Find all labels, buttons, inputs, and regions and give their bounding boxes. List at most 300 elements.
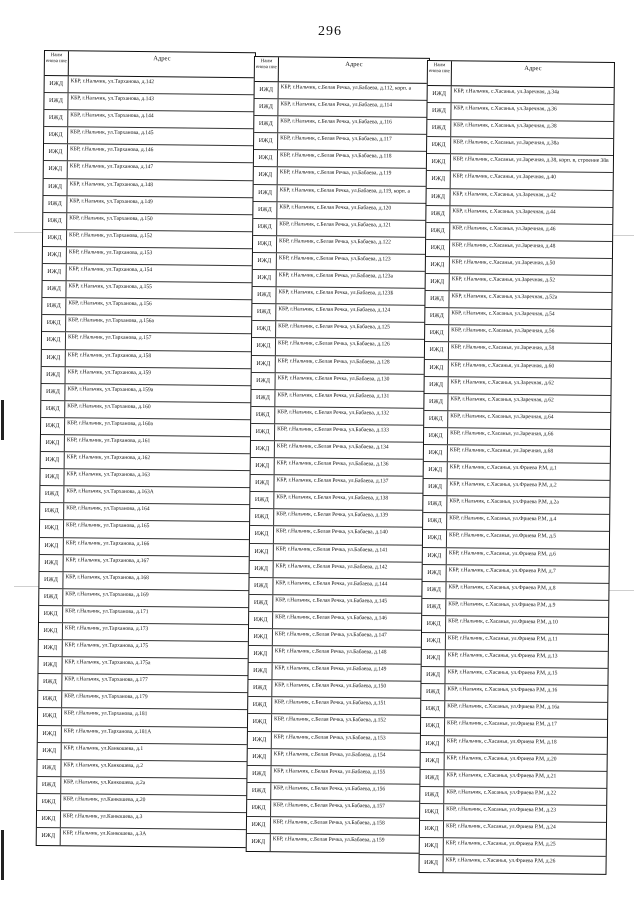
- object-type-cell: ИЖД: [252, 355, 276, 371]
- table-row: [251, 424, 425, 443]
- address-cell: КБР, г.Нальчик, ул.Тарханова, д.163: [66, 471, 150, 479]
- address-cell: КБР, г.Нальчик, с.Белая Речка, ул.Бабаева, д.119: [279, 169, 392, 177]
- address-cell: КБР, г.Нальчик, с.Хасанья, ул.Фриева Р.М, д.8: [448, 583, 556, 592]
- address-cell: КБР, г.Нальчик, ул.Тарханова, д.145: [70, 129, 154, 137]
- table-row: [41, 435, 251, 454]
- table-row: [40, 520, 250, 539]
- address-cell: КБР, г.Нальчик, с.Белая Речка, ул.Бабаева, д.151: [274, 699, 387, 707]
- object-type-cell: ИЖД: [252, 373, 276, 389]
- address-cell: КБР, г.Нальчик, с.Хасанья, ул.Заречная, д.68: [449, 447, 554, 455]
- address-cell: КБР, г.Нальчик, ул.Тарханова, д.173: [64, 625, 149, 633]
- object-type-cell: ИЖД: [38, 708, 62, 724]
- address-cell: КБР, г.Нальчик, ул.Тарханова, д.160: [67, 403, 151, 410]
- object-type-cell: ИЖД: [38, 691, 62, 707]
- object-type-cell: ИЖД: [37, 760, 61, 776]
- address-cell: КБР, г.Нальчик, ул.Тарханова, д.158: [67, 351, 152, 359]
- object-type-cell: ИЖД: [252, 321, 276, 337]
- address-cell: КБР, г.Нальчик, ул.Тарханова, д.147: [69, 163, 154, 171]
- address-cell: КБР, г.Нальчик, с.Белая Речка, ул.Бабаева, д.123: [278, 255, 391, 263]
- address-cell: КБР, г.Нальчик, с.Белая Речка, ул.Бабаева, д.142: [275, 562, 388, 571]
- object-type-cell: ИЖД: [422, 633, 446, 649]
- address-cell: КБР, г.Нальчик, с.Белая Речка, ул.Бабаева, д.132: [277, 409, 390, 417]
- object-type-cell: ИЖД: [247, 783, 271, 799]
- table-row: [42, 367, 252, 386]
- table-row: [423, 479, 609, 498]
- object-type-cell: ИЖД: [421, 718, 445, 734]
- address-cell: КБР, г.Нальчик, с.Белая Речка, ул.Бабаева, д.118: [279, 152, 392, 160]
- address-cell: КБР, г.Нальчик, с.Хасанья, ул.Заречная, д.50: [451, 259, 556, 267]
- address-cell: КБР, г.Нальчик, с.Хасанья, ул.Фриева Р.М, д.15: [447, 669, 558, 677]
- object-type-cell: ИЖД: [254, 133, 278, 149]
- address-cell: КБР, г.Нальчик, с.Хасанья, ул.Фриева Р.М, д.18: [446, 737, 557, 745]
- table-row: [424, 462, 610, 481]
- address-cell: КБР, г.Нальчик, с.Хасанья, ул.Заречная, д.66: [450, 430, 554, 438]
- table-row: [420, 821, 606, 840]
- table-row: [420, 838, 606, 857]
- object-type-cell: ИЖД: [420, 804, 444, 820]
- object-type-cell: ИЖД: [44, 161, 68, 177]
- address-cell: КБР, г.Нальчик, с.Хасанья, ул.Заречная, д.58: [450, 344, 555, 352]
- table-row: [248, 697, 422, 716]
- address-cell: КБР, г.Нальчик, с.Хасанья, ул.Заречная, д.38, корп. в, строение 38в: [452, 156, 609, 165]
- column-header: [255, 57, 429, 84]
- table-row: [254, 116, 428, 135]
- table-row: [425, 342, 611, 361]
- address-cell: КБР, г.Нальчик, с.Хасанья, ул.Фриева Р.М, д.26: [445, 857, 556, 865]
- table-row: [421, 701, 607, 720]
- address-cell: КБР, г.Нальчик, ул.Тарханова, д.161: [66, 437, 151, 445]
- table-row: [250, 526, 424, 545]
- table-row: [44, 144, 254, 163]
- address-cell: КБР, г.Нальчик, ул.Тарханова, д.175: [64, 642, 149, 650]
- address-cell: КБР, г.Нальчик, ул.Тарханова, д.167: [65, 556, 150, 564]
- table-row: [427, 137, 613, 156]
- table-row: [249, 595, 423, 614]
- address-cell: КБР, г.Нальчик, с.Белая Речка, ул.Бабаева, д.152: [274, 716, 386, 724]
- object-type-cell: ИЖД: [38, 726, 62, 742]
- object-type-cell: ИЖД: [420, 838, 444, 854]
- table-row: [44, 127, 254, 146]
- address-cell: КБР, г.Нальчик, с.Хасанья, ул.Заречная, д.56: [451, 327, 555, 335]
- object-type-cell: ИЖД: [40, 503, 64, 519]
- table-row: [249, 578, 423, 597]
- object-type-cell: ИЖД: [39, 589, 63, 605]
- address-cell: КБР, г.Нальчик, ул.Тарханова, д.171: [65, 608, 149, 616]
- table-row: [38, 726, 248, 745]
- table-row: [38, 674, 248, 693]
- object-type-cell: ИЖД: [40, 486, 64, 502]
- address-cell: КБР, г.Нальчик, с.Белая Речка, ул.Бабаева, д.119, корп. а: [279, 186, 410, 195]
- table-row: [421, 753, 607, 772]
- scan-edge-mark: [1, 400, 4, 440]
- table-row: [38, 708, 248, 727]
- object-type-cell: ИЖД: [422, 650, 446, 666]
- address-cell: КБР, г.Нальчик, с.Белая Речка, ул.Бабаева, д.125: [278, 323, 390, 331]
- object-type-cell: ИЖД: [425, 308, 449, 324]
- table-row: [43, 230, 253, 249]
- address-cell: КБР, г.Нальчик, с.Хасанья, ул.Фриева Р.М, д.1: [449, 464, 557, 472]
- address-cell: КБР, г.Нальчик, ул.Тарханова, д.168: [65, 573, 149, 581]
- table-row: [44, 93, 254, 112]
- table-body: [419, 86, 613, 874]
- table-row: [252, 304, 426, 323]
- table-row: [426, 240, 612, 259]
- table-row: [39, 572, 249, 591]
- object-type-cell: ИЖД: [422, 599, 446, 615]
- address-cell: КБР, г.Нальчик, с.Белая Речка, ул.Бабаева, д.145: [275, 597, 388, 605]
- address-cell: КБР, г.Нальчик, ул.Канкошева, д.2: [63, 761, 143, 769]
- object-type-cell: ИЖД: [248, 697, 272, 713]
- table-row: [423, 530, 609, 549]
- object-type-cell: ИЖД: [253, 219, 277, 235]
- object-type-cell: ИЖД: [425, 359, 449, 375]
- table-row: [254, 167, 428, 186]
- address-cell: КБР, г.Нальчик, с.Белая Речка, ул.Бабаева, д.117: [280, 135, 392, 143]
- object-type-cell: ИЖД: [41, 418, 65, 434]
- table-row: [254, 150, 428, 169]
- object-type-cell: ИЖД: [424, 445, 448, 461]
- address-cell: КБР, г.Нальчик, с.Хасанья, ул.Фриева Р.М, д.2а: [449, 498, 559, 506]
- object-type-cell: ИЖД: [42, 349, 66, 365]
- object-type-cell: ИЖД: [42, 332, 66, 348]
- address-cell: КБР, г.Нальчик, ул.Тарханова, д.181: [64, 710, 148, 718]
- address-cell: КБР, г.Нальчик, с.Хасанья, ул.Заречная, д.54: [451, 310, 555, 318]
- object-type-cell: ИЖД: [249, 612, 273, 628]
- object-type-cell: ИЖД: [426, 189, 450, 205]
- object-type-cell: ИЖД: [247, 766, 271, 782]
- object-type-cell: ИЖД: [427, 137, 451, 153]
- address-cell: КБР, г.Нальчик, с.Хасанья, ул.Заречная, д.46: [452, 225, 556, 233]
- table-row: [423, 548, 609, 567]
- object-type-cell: ИЖД: [253, 270, 277, 286]
- address-cell: КБР, г.Нальчик, с.Хасанья, ул.Заречная, д.38: [453, 122, 557, 130]
- address-cell: КБР, г.Нальчик, с.Белая Речка, ул.Бабаева, д.120: [279, 203, 392, 212]
- table-row: [251, 407, 425, 426]
- object-type-cell: ИЖД: [249, 578, 273, 594]
- address-cell: КБР, г.Нальчик, с.Хасанья, ул.Заречная, д.38а: [453, 139, 559, 147]
- table-row: [252, 373, 426, 392]
- object-type-cell: ИЖД: [427, 120, 451, 136]
- address-cell: КБР, г.Нальчик, с.Хасанья, ул.Фриева Р.М, д.5: [448, 532, 557, 540]
- address-cell: КБР, г.Нальчик, с.Хасанья, ул.Заречная, д.34а: [453, 88, 560, 96]
- table-row: [45, 76, 255, 95]
- object-type-cell: ИЖД: [43, 230, 67, 246]
- address-cell: КБР, г.Нальчик, с.Белая Речка, ул.Бабаева, д.140: [275, 528, 388, 536]
- object-type-cell: ИЖД: [427, 171, 451, 187]
- object-type-cell: ИЖД: [250, 475, 274, 491]
- address-cell: КБР, г.Нальчик, с.Белая Речка, ул.Бабаева, д.138: [276, 494, 389, 502]
- object-type-cell: ИЖД: [42, 298, 66, 314]
- address-cell: КБР, г.Нальчик, с.Белая Речка, ул.Бабаева, д.130: [277, 374, 390, 383]
- address-cell: КБР, г.Нальчик, с.Хасанья, ул.Фриева Р.М, д.24: [445, 823, 556, 831]
- table-row: [37, 760, 247, 779]
- object-type-cell: ИЖД: [44, 127, 68, 143]
- address-column-3: [418, 60, 615, 875]
- object-type-cell: ИЖД: [426, 274, 450, 290]
- address-cell: КБР, г.Нальчик, ул.Тарханова, д.166: [65, 539, 150, 547]
- address-cell: КБР, г.Нальчик, с.Белая Речка, ул.Бабаева, д.126: [277, 340, 390, 348]
- table-row: [424, 411, 610, 430]
- table-row: [422, 650, 608, 669]
- object-type-cell: ИЖД: [254, 116, 278, 132]
- address-cell: КБР, г.Нальчик, с.Хасанья, ул.Фриева Р.М, д.23: [446, 806, 556, 814]
- object-type-cell: ИЖД: [423, 548, 447, 564]
- table-row: [422, 633, 608, 652]
- object-type-cell: ИЖД: [252, 304, 276, 320]
- address-cell: КБР, г.Нальчик, с.Хасанья, ул.Фриева Р.М, д.21: [446, 771, 557, 780]
- table-row: [252, 321, 426, 340]
- table-row: [247, 834, 421, 853]
- address-cell: КБР, г.Нальчик, с.Белая Речка, ул.Бабаева, д.146: [275, 614, 387, 622]
- address-cell: КБР, г.Нальчик, ул.Тарханова, д.159: [67, 368, 152, 376]
- table-body: [247, 82, 429, 853]
- object-type-cell: ИЖД: [252, 338, 276, 354]
- table-row: [426, 189, 612, 208]
- address-cell: КБР, г.Нальчик, ул.Канкошева, д.3А: [62, 830, 147, 838]
- object-type-cell: ИЖД: [38, 743, 62, 759]
- object-type-cell: ИЖД: [254, 150, 278, 166]
- object-type-cell: ИЖД: [422, 582, 446, 598]
- address-cell: КБР, г.Нальчик, с.Белая Речка, ул.Бабаева, д.136: [276, 460, 389, 468]
- object-type-cell: ИЖД: [249, 629, 273, 645]
- table-row: [425, 325, 611, 344]
- table-row: [424, 445, 610, 464]
- table-row: [249, 646, 423, 665]
- address-cell: КБР, г.Нальчик, ул.Тарханова, д.156: [68, 300, 152, 308]
- address-cell: КБР, г.Нальчик, ул.Тарханова, д.165: [65, 522, 150, 530]
- table-row: [250, 509, 424, 528]
- object-type-cell: ИЖД: [423, 530, 447, 546]
- table-row: [248, 749, 422, 768]
- table-row: [249, 629, 423, 648]
- address-cell: КБР, г.Нальчик, с.Хасанья, ул.Фриева Р.М, д.20: [446, 754, 557, 763]
- object-type-cell: ИЖД: [421, 701, 445, 717]
- table-row: [39, 640, 249, 659]
- page-number: 296: [318, 24, 342, 39]
- object-type-cell: ИЖД: [249, 646, 273, 662]
- table-row: [40, 555, 250, 574]
- table-row: [422, 616, 608, 635]
- table-row: [421, 684, 607, 703]
- table-row: [423, 496, 609, 515]
- table-row: [252, 287, 426, 306]
- address-cell: КБР, г.Нальчик, ул.Тарханова, д.164: [66, 505, 150, 513]
- address-cell: КБР, г.Нальчик, с.Хасанья, ул.Заречная, д.62: [450, 378, 554, 386]
- object-type-cell: ИЖД: [250, 509, 274, 525]
- object-type-cell: ИЖД: [428, 86, 452, 102]
- address-cell: КБР, г.Нальчик, ул.Канкошева, д.20: [63, 796, 146, 804]
- object-type-cell: ИЖД: [37, 794, 61, 810]
- address-cell: КБР, г.Нальчик, ул.Тарханова, д.149: [69, 197, 153, 205]
- address-cell: КБР, г.Нальчик, ул.Канкошева, д.3: [62, 813, 143, 821]
- address-cell: КБР, г.Нальчик, с.Хасанья, ул.Фриева Р.М, д.11: [447, 635, 558, 643]
- address-cell: КБР, г.Нальчик, с.Хасанья, ул.Фриева Р.М, д.4: [449, 515, 557, 523]
- object-type-cell: ИЖД: [40, 555, 64, 571]
- address-cell: КБР, г.Нальчик, с.Хасанья, ул.Фриева Р.М, д.6: [448, 549, 556, 557]
- object-type-cell: ИЖД: [421, 667, 445, 683]
- object-type-cell: ИЖД: [42, 367, 66, 383]
- table-row: [252, 338, 426, 357]
- table-row: [422, 599, 608, 618]
- address-cell: КБР, г.Нальчик, с.Белая Речка, ул.Бабаева, д.159: [272, 836, 385, 844]
- object-type-cell: ИЖД: [420, 821, 444, 837]
- object-type-cell: ИЖД: [40, 538, 64, 554]
- table-row: [42, 281, 252, 300]
- object-type-cell: ИЖД: [254, 167, 278, 183]
- object-type-cell: ИЖД: [39, 572, 63, 588]
- table-row: [247, 817, 421, 836]
- table-row: [427, 120, 613, 139]
- object-type-cell: ИЖД: [45, 76, 69, 92]
- address-cell: КБР, г.Нальчик, с.Хасанья, ул.Заречная, д.40: [452, 173, 557, 181]
- address-cell: КБР, г.Нальчик, ул.Тарханова, д.144: [70, 112, 154, 120]
- table-row: [41, 401, 251, 420]
- address-cell: КБР, г.Нальчик, с.Хасанья, ул.Заречная, д.36: [453, 105, 557, 113]
- object-type-cell: ИЖД: [251, 424, 275, 440]
- address-cell: КБР, г.Нальчик, с.Белая Речка, ул.Бабаева, д.134: [276, 443, 389, 451]
- object-type-cell: ИЖД: [41, 435, 65, 451]
- table-row: [43, 213, 253, 232]
- object-type-cell: ИЖД: [419, 855, 443, 872]
- address-cell: КБР, г.Нальчик, ул.Тарханова, д.175а: [64, 659, 151, 667]
- address-header: Адрес: [524, 65, 542, 73]
- table-row: [423, 513, 609, 532]
- table-row: [424, 428, 610, 447]
- address-cell: КБР, г.Нальчик, ул.Тарханова, д.162: [66, 454, 151, 462]
- table-row: [37, 811, 247, 830]
- table-row: [39, 606, 249, 625]
- table-row: [426, 206, 612, 225]
- address-cell: КБР, г.Нальчик, с.Белая Речка, ул.Бабаева, д.157: [273, 802, 385, 810]
- object-type-cell: ИЖД: [37, 828, 61, 845]
- address-column-1: [36, 50, 256, 848]
- table-row: [426, 223, 612, 242]
- object-type-cell: ИЖД: [40, 520, 64, 536]
- address-cell: КБР, г.Нальчик, с.Белая Речка, ул.Бабаева, д.139: [276, 511, 389, 519]
- table-row: [425, 308, 611, 327]
- object-type-cell: ИЖД: [43, 247, 67, 263]
- address-cell: КБР, г.Нальчик, с.Хасанья, ул.Фриева Р.М, д.10: [448, 618, 558, 626]
- table-row: [42, 315, 252, 334]
- address-cell: КБР, г.Нальчик, с.Белая Речка, ул.Бабаева, д.154: [273, 750, 386, 759]
- table-row: [252, 355, 426, 374]
- object-type-cell: ИЖД: [43, 196, 67, 212]
- object-type-cell: ИЖД: [255, 82, 279, 98]
- object-type-cell: ИЖД: [421, 684, 445, 700]
- table-row: [41, 384, 251, 403]
- address-cell: КБР, г.Нальчик, ул.Тарханова, д.157: [67, 334, 152, 342]
- address-cell: КБР, г.Нальчик, с.Белая Речка, ул.Бабаева, д.149: [274, 665, 387, 673]
- object-type-cell: ИЖД: [251, 441, 275, 457]
- object-type-cell: ИЖД: [425, 377, 449, 393]
- address-cell: КБР, г.Нальчик, ул.Тарханова, д.150: [69, 215, 153, 222]
- address-cell: КБР, г.Нальчик, ул.Тарханова, д.152: [69, 232, 153, 239]
- address-cell: КБР, г.Нальчик, ул.Тарханова, д.179: [64, 693, 148, 701]
- column-header: [428, 61, 614, 88]
- object-type-cell: ИЖД: [427, 103, 451, 119]
- table-row: [40, 486, 250, 505]
- address-cell: КБР, г.Нальчик, ул.Тарханова, д.143: [70, 95, 154, 103]
- table-row: [253, 185, 427, 204]
- object-type-cell: ИЖД: [422, 616, 446, 632]
- address-cell: КБР, г.Нальчик, с.Белая Речка, ул.Бабаева, д.133: [277, 426, 389, 434]
- address-cell: КБР, г.Нальчик, с.Хасанья, ул.Заречная, д.52а: [451, 293, 558, 301]
- table-row: [43, 179, 253, 198]
- table-row: [44, 161, 254, 180]
- table-row: [39, 623, 249, 642]
- table-row: [41, 452, 251, 471]
- table-row: [421, 718, 607, 737]
- object-type-cell: ИЖД: [253, 185, 277, 201]
- table-row: [247, 766, 421, 785]
- object-type-cell: ИЖД: [44, 93, 68, 109]
- object-type-cell: ИЖД: [420, 787, 444, 803]
- table-row: [427, 171, 613, 190]
- object-type-cell: ИЖД: [248, 732, 272, 748]
- table-row: [42, 349, 252, 368]
- table-row: [250, 492, 424, 511]
- address-cell: КБР, г.Нальчик, ул.Тарханова, д.156а: [68, 317, 155, 325]
- table-row: [421, 667, 607, 686]
- table-row: [253, 270, 427, 289]
- object-type-cell: ИЖД: [250, 561, 274, 577]
- table-row: [420, 787, 606, 806]
- object-type-cell: ИЖД: [248, 749, 272, 765]
- object-type-cell: ИЖД: [423, 496, 447, 512]
- address-cell: КБР, г.Нальчик, с.Белая Речка, ул.Бабаева, д.156: [273, 785, 386, 793]
- object-type-cell: ИЖД: [426, 257, 450, 273]
- table-row: [38, 657, 248, 676]
- address-cell: КБР, г.Нальчик, с.Хасанья, ул.Заречная, д.42: [452, 190, 556, 198]
- table-row: [427, 103, 613, 122]
- address-header: Адрес: [345, 60, 363, 69]
- table-row: [248, 680, 422, 699]
- object-type-cell: ИЖД: [420, 770, 444, 786]
- address-cell: КБР, г.Нальчик, с.Хасанья, ул.Заречная, д.48: [452, 242, 556, 250]
- object-type-cell: ИЖД: [247, 800, 271, 816]
- table-row: [250, 544, 424, 563]
- table-row: [422, 582, 608, 601]
- object-type-cell: ИЖД: [43, 213, 67, 229]
- table-row: [249, 612, 423, 631]
- table-row: [38, 691, 248, 710]
- address-cell: КБР, г.Нальчик, ул.Канкошева, д.2а: [63, 779, 146, 786]
- table-row: [37, 828, 247, 847]
- object-type-cell: ИЖД: [42, 315, 66, 331]
- address-cell: КБР, г.Нальчик, ул.Тарханова, д.159а: [67, 385, 154, 393]
- table-row: [253, 219, 427, 238]
- table-row: [253, 202, 427, 221]
- table-row: [421, 736, 607, 755]
- address-cell: КБР, г.Нальчик, с.Хасанья, ул.Заречная, д.64: [450, 413, 554, 421]
- table-row: [251, 441, 425, 460]
- address-cell: КБР, г.Нальчик, с.Белая Речка, ул.Бабаева, д.144: [275, 579, 388, 588]
- object-type-cell: ИЖД: [426, 206, 450, 222]
- table-row: [43, 264, 253, 283]
- table-row: [37, 794, 247, 813]
- table-row: [254, 99, 428, 118]
- address-cell: КБР, г.Нальчик, с.Хасанья, ул.Фриева Р.М, д.7: [448, 566, 556, 575]
- object-type-cell: ИЖД: [253, 253, 277, 269]
- address-cell: КБР, г.Нальчик, с.Белая Речка, ул.Бабаева, д.122: [279, 238, 391, 246]
- object-type-cell: ИЖД: [424, 394, 448, 410]
- object-type-cell: ИЖД: [423, 565, 447, 581]
- object-type-cell: ИЖД: [423, 479, 447, 495]
- object-type-cell: ИЖД: [427, 154, 451, 170]
- address-cell: КБР, г.Нальчик, с.Хасанья, ул.Фриева Р.М, д.22: [446, 789, 557, 797]
- table-row: [38, 743, 248, 762]
- table-row: [250, 561, 424, 580]
